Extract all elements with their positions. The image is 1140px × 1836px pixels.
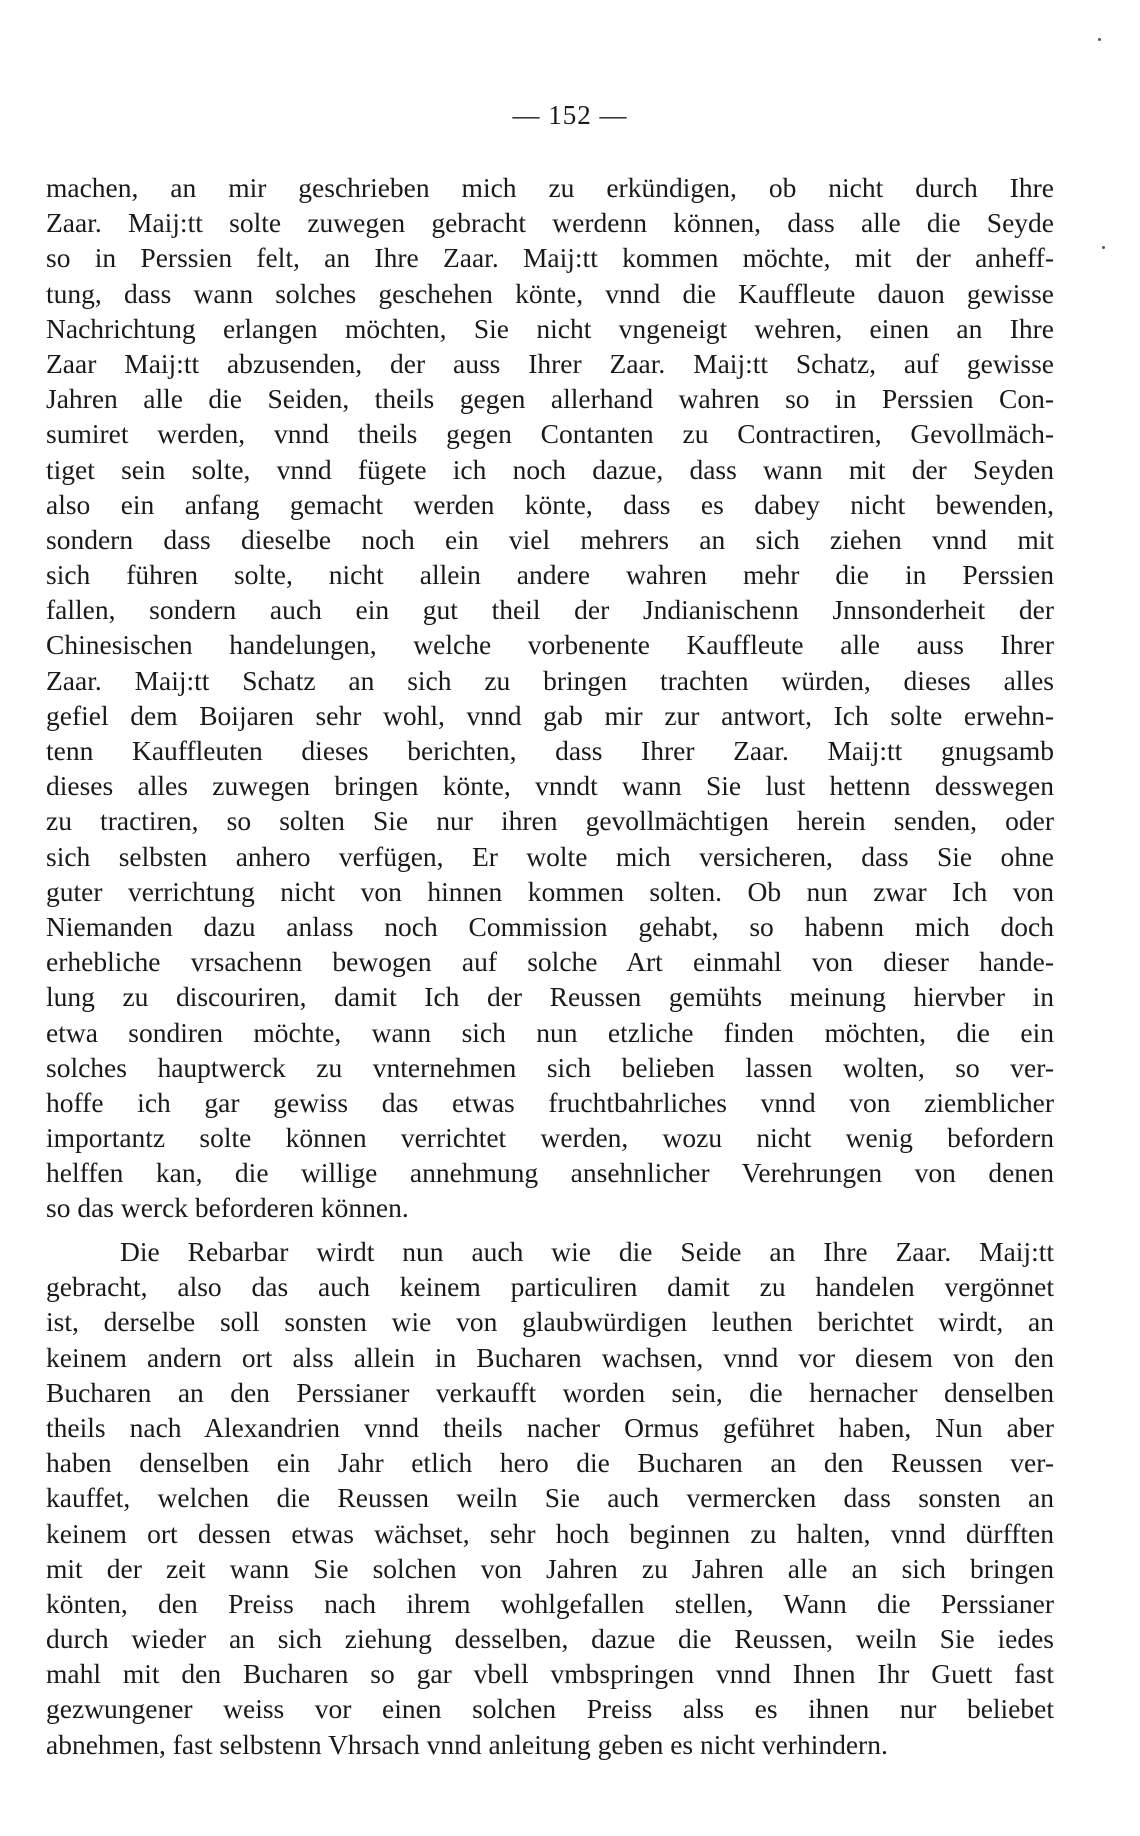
text-line: Die Rebarbar wirdt nun auch wie die Seide an Ihre Zaar. Maij:tt <box>120 1236 1054 1267</box>
text-line: haben denselben ein Jahr etlich hero die Bucharen an den Reussen ver- <box>46 1447 1054 1479</box>
text-line: könten, den Preiss nach ihrem wohlgefallen stellen, Wann die Perssianer <box>46 1587 1054 1619</box>
paragraph-2 <box>46 1234 1054 1762</box>
text-line: dieses alles zuwegen bringen könte, vnndt wann Sie lust hettenn desswegen <box>46 770 1054 802</box>
text-line: Zaar. Maij:tt solte zuwegen gebracht werdenn können, dass alle die Seyde <box>46 207 1054 239</box>
text-line: gebracht, also das auch keinem particuliren damit zu handelen vergönnet <box>46 1271 1054 1303</box>
text-line: zu tractiren, so solten Sie nur ihren gevollmächtigen herein senden, oder <box>46 805 1054 837</box>
text-line: mahl mit den Bucharen so gar vbell vmbspringen vnnd Ihnen Ihr Guett fast <box>46 1658 1054 1690</box>
text-line: erhebliche vrsachenn bewogen auf solche Art einmahl von dieser hande- <box>46 946 1054 978</box>
text-line: Bucharen an den Perssianer verkaufft worden sein, die hernacher denselben <box>46 1376 1054 1408</box>
text-line: Zaar Maij:tt abzusenden, der auss Ihrer Zaar. Maij:tt Schatz, auf gewisse <box>46 347 1054 379</box>
text-line: sondern dass dieselbe noch ein viel mehrers an sich ziehen vnnd mit <box>46 523 1054 555</box>
text-line: hoffe ich gar gewiss das etwas fruchtbahrliches vnnd von ziemblicher <box>46 1086 1054 1118</box>
text-line: so in Perssien felt, an Ihre Zaar. Maij:tt kommen möchte, mit der anheff- <box>46 242 1054 274</box>
text-line: so das werck beforderen können. <box>46 1192 409 1224</box>
scan-speck <box>1098 38 1101 41</box>
text-line: gezwungener weiss vor einen solchen Preiss alss es ihnen nur beliebet <box>46 1693 1054 1725</box>
text-line: solches hauptwerck zu vnternehmen sich belieben lassen wolten, so ver- <box>46 1051 1054 1083</box>
text-line: durch wieder an sich ziehung desselben, dazue die Reussen, weiln Sie iedes <box>46 1623 1054 1655</box>
page-number: — 152 — <box>512 100 628 130</box>
text-line: sumiret werden, vnnd theils gegen Contanten zu Contractiren, Gevollmäch- <box>46 418 1054 450</box>
text-line: machen, an mir geschrieben mich zu erkündigen, ob nicht durch Ihre <box>46 172 1054 203</box>
text-line: kauffet, welchen die Reussen weiln Sie auch vermercken dass sonsten an <box>46 1482 1054 1514</box>
text-line: helffen kan, die willige annehmung ansehnlicher Verehrungen von denen <box>46 1157 1054 1189</box>
text-line: gefiel dem Boijaren sehr wohl, vnnd gab mir zur antwort, Ich solte erwehn- <box>46 699 1054 731</box>
text-line: keinem andern ort alss allein in Bucharen wachsen, vnnd vor diesem von den <box>46 1341 1054 1373</box>
text-line: tung, dass wann solches geschehen könte, vnnd die Kauffleute dauon gewisse <box>46 277 1054 309</box>
text-line: Jahren alle die Seiden, theils gegen allerhand wahren so in Perssien Con- <box>46 383 1054 415</box>
text-line: ist, derselbe soll sonsten wie von glaubwürdigen leuthen berichtet wirdt, an <box>46 1306 1054 1338</box>
paragraph-1 <box>46 170 1054 1226</box>
text-line: guter verrichtung nicht von hinnen kommen solten. Ob nun zwar Ich von <box>46 875 1054 907</box>
text-line: sich selbsten anhero verfügen, Er wolte mich versicheren, dass Sie ohne <box>46 840 1054 872</box>
text-line: tiget sein solte, vnnd fügete ich noch dazue, dass wann mit der Seyden <box>46 453 1054 485</box>
text-line: Niemanden dazu anlass noch Commission gehabt, so habenn mich doch <box>46 910 1054 942</box>
text-line: Chinesischen handelungen, welche vorbenente Kauffleute alle auss Ihrer <box>46 629 1054 661</box>
text-line: tenn Kauffleuten dieses berichten, dass Ihrer Zaar. Maij:tt gnugsamb <box>46 735 1054 766</box>
text-line: Nachrichtung erlangen möchten, Sie nicht vngeneigt wehren, einen an Ihre <box>46 312 1054 344</box>
text-line: Zaar. Maij:tt Schatz an sich zu bringen trachten würden, dieses alles <box>46 664 1054 696</box>
text-line: etwa sondiren möchte, wann sich nun etzliche finden möchten, die ein <box>46 1016 1054 1048</box>
text-line: sich führen solte, nicht allein andere wahren mehr die in Perssien <box>46 559 1054 591</box>
text-line: mit der zeit wann Sie solchen von Jahren zu Jahren alle an sich bringen <box>46 1552 1054 1584</box>
text-line: theils nach Alexandrien vnnd theils nacher Ormus geführet haben, Nun aber <box>46 1411 1054 1443</box>
text-line: abnehmen, fast selbstenn Vhrsach vnnd anleitung geben es nicht verhindern. <box>46 1728 888 1760</box>
text-line: lung zu discouriren, damit Ich der Reussen gemühts meinung hiervber in <box>46 981 1054 1013</box>
text-line: fallen, sondern auch ein gut theil der Jndianischenn Jnnsonderheit der <box>46 594 1054 626</box>
text-line: also ein anfang gemacht werden könte, dass es dabey nicht bewenden, <box>46 488 1054 520</box>
text-line: keinem ort dessen etwas wächset, sehr hoch beginnen zu halten, vnnd dürfften <box>46 1517 1054 1549</box>
text-line: importantz solte können verrichtet werden, wozu nicht wenig befordern <box>46 1122 1054 1154</box>
scan-speck <box>1102 246 1105 249</box>
